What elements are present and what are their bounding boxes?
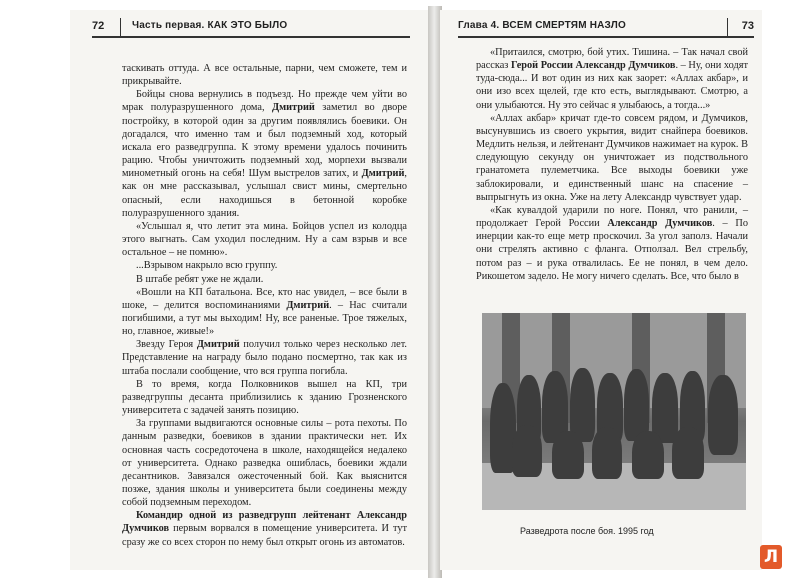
text-run: получил только через несколько лет. Представление на награду было подано посмертно, так как из штаба послали сообщение, что вся группа погибла. bbox=[122, 339, 407, 377]
header-divider bbox=[727, 18, 728, 36]
right-running-header bbox=[458, 18, 754, 38]
text-run: ...Взрывом накрыло всю группу. bbox=[136, 260, 278, 272]
bold-name-run: Дмитрий bbox=[196, 339, 240, 351]
bold-name-run: Дмитрий bbox=[272, 102, 315, 114]
bold-name-run: Дмитрий bbox=[286, 299, 330, 311]
paragraph bbox=[122, 509, 407, 548]
photo-caption: Разведрота после боя. 1995 год bbox=[520, 526, 654, 536]
bold-name-run: Герой России Александр Думчиков bbox=[510, 60, 676, 72]
text-run: . – По инерции как-то еще метр проскочил. За угол заполз. Начали они стрелять активно с фланга. Отползал. Вел стрельбу, потом раз – и рука отвалилась. Ее не понял, в чем дело. Рикошетом задело. Не могу ничего сделать. Все, что было в bbox=[476, 218, 748, 282]
bold-name-run: Командир одной из разведгрупп лейтенант Александр Думчиков bbox=[122, 510, 407, 535]
right-body-text bbox=[476, 46, 748, 283]
paragraph bbox=[122, 286, 407, 339]
bold-name-run: Дмитрий bbox=[361, 168, 405, 180]
text-run: заметил во дворе постройку, в которой один за другим появлялись боевики. Он догадался, что именно там и был подземный ход, который искала его разведгруппа. К этому времени удалось починить рацию. Чтобы уничтожить подземный ход, морпехи вызвали минометный огонь на себя! Шум выстрелов затих, и bbox=[122, 102, 407, 180]
text-run: , как он мне рассказывал, услышал свист мины, смертельно опасный, если находишься в бетонной коробке полуразрушенного здания. bbox=[122, 168, 407, 219]
left-page bbox=[70, 10, 430, 570]
left-page-number: 72 bbox=[92, 20, 105, 32]
paragraph bbox=[122, 88, 407, 220]
text-run: Звезду Героя bbox=[136, 339, 197, 351]
text-run: В штабе ребят уже не ждали. bbox=[136, 273, 264, 285]
right-page-number: 73 bbox=[741, 20, 754, 32]
text-run: . – Нас считали погибшими, а тут мы выходим! Ну, все раненые. Трое тяжелых, но, главное, живые!» bbox=[122, 299, 407, 338]
paragraph bbox=[122, 338, 407, 377]
header-divider bbox=[120, 18, 121, 36]
text-run: . – Ну, они ходят туда-сюда... И вот один из них как заорет: «Аллах акбар», и они изо всех щелей, где кто есть, выглядывают. Смотрю, а они улыбаются. Ну это сейчас я улыбаюсь, а тогда...» bbox=[476, 60, 749, 111]
left-running-header bbox=[92, 18, 410, 38]
paragraph bbox=[122, 378, 407, 417]
labirint-logo-icon: Л bbox=[760, 545, 782, 569]
text-run: «Услышал я, что летит эта мина. Бойцов успел из колодца этого выгнать. Сам уходил последним. Ну а сам взрыв и все остальное – не помню». bbox=[122, 220, 407, 259]
text-run: Бойцы снова вернулись в подъезд. Но прежде чем уйти во мрак полуразрушенного дома, bbox=[122, 89, 407, 114]
right-running-head-title: Глава 4. ВСЕМ СМЕРТЯМ НАЗЛО bbox=[458, 20, 626, 31]
left-running-head-title: Часть первая. КАК ЭТО БЫЛО bbox=[132, 20, 288, 31]
text-run: «Как кувалдой ударили по ноге. Понял, что ранили, – продолжает Герой России bbox=[476, 204, 748, 230]
text-run: В то время, когда Полковников вышел на КП, три разведгруппы десанта приблизились к зданию Грозненского университета с задачей занять позицию. bbox=[122, 378, 407, 417]
text-run: таскивать оттуда. А все остальные, парни, чем сможете, тем и прикрывайте. bbox=[122, 63, 407, 88]
paragraph bbox=[122, 259, 407, 272]
paragraph bbox=[122, 273, 407, 286]
right-page bbox=[440, 10, 762, 570]
paragraph bbox=[476, 112, 748, 204]
bold-name-run: Александр Думчиков bbox=[607, 218, 713, 230]
paragraph bbox=[476, 204, 748, 283]
text-run: «Вошли на КП батальона. Все, кто нас увидел, – все были в шоке, – делится воспоминаниями bbox=[122, 286, 407, 311]
left-body-text bbox=[122, 62, 407, 549]
text-run: «Аллах акбар» кричат где-то совсем рядом, и Думчиков, высунувшись из своего укрытия, видит снайпера боевиков. Медлить нельзя, и лейтенант Думчиков нажимает на курок. В следующую секунду он уничтожает из подствольного гранатомета пулеметчика. Все выходы боевики уже заблокировали, и единственный шанс на спасение – выпрыгнуть из окна. Уже на лету Александр чувствует удар. bbox=[476, 112, 748, 203]
text-run: первым ворвался в помещение университета. И тут сразу же со всех сторон по нему был открыт огонь из автоматов. bbox=[122, 523, 407, 548]
text-run: За группами выдвигаются основные силы – рота пехоты. По данным разведки, боевиков в здании практически нет. Их основная часть сосредоточена в школе, находящейся недалеко от университета. Однако разведка ошиблась, боевики ждали десантников. Завязался ожесточенный бой. Как выяснится позже, здания школы и университета были соединены между собой подземным переходом. bbox=[122, 418, 407, 509]
paragraph bbox=[122, 417, 407, 509]
text-run: «Притаился, смотрю, бой утих. Тишина. – Так начал свой рассказ bbox=[476, 47, 748, 72]
group-photo bbox=[482, 313, 746, 510]
paragraph bbox=[122, 62, 407, 88]
paragraph bbox=[476, 46, 748, 112]
paragraph bbox=[122, 220, 407, 259]
